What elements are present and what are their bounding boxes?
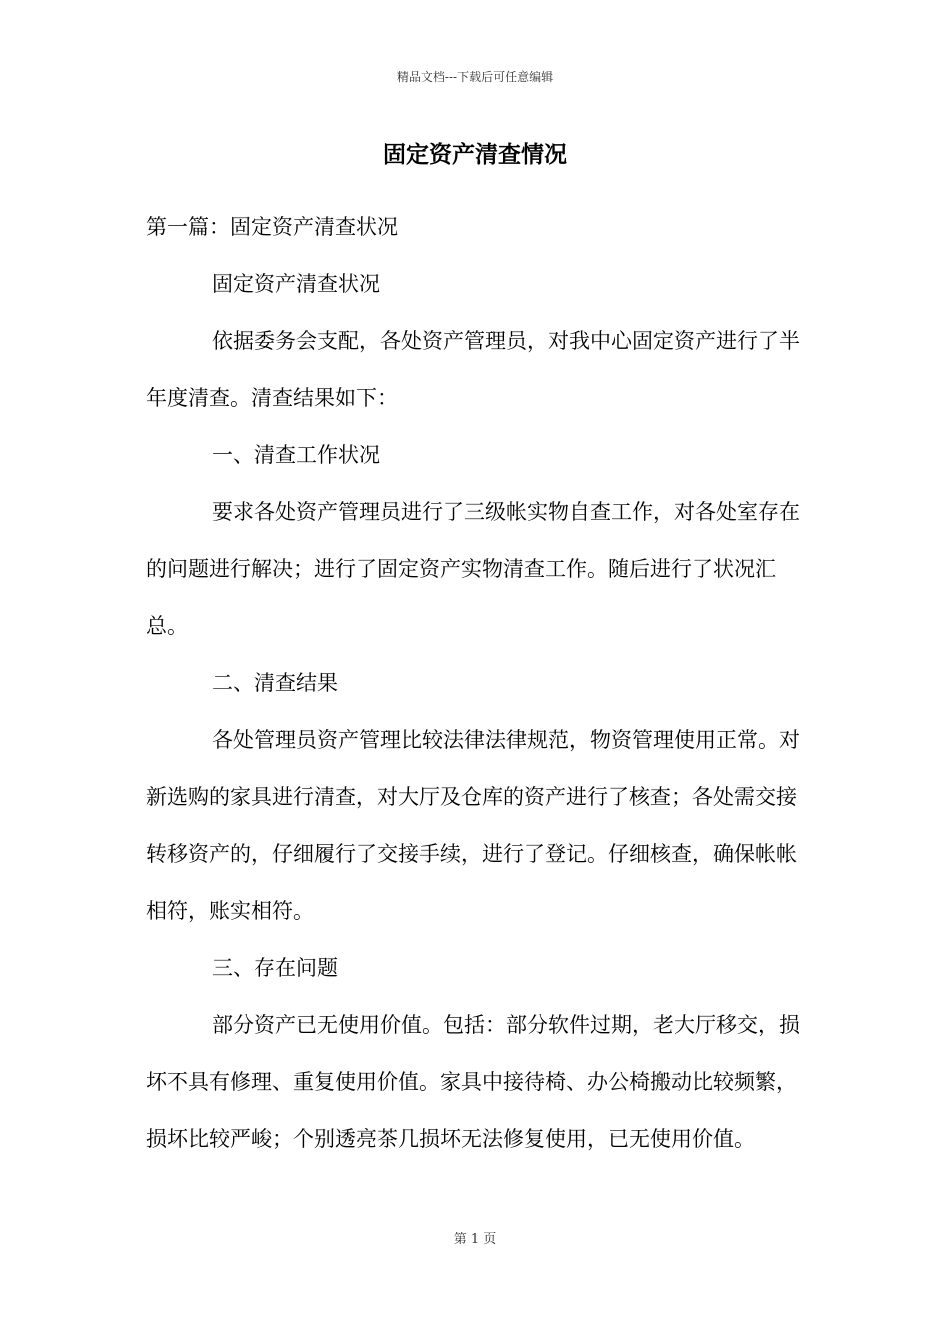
section-heading-part-one: 第一篇：固定资产清查状况 [146,215,398,239]
document-title: 固定资产清查情况 [383,141,567,168]
paragraph-intro: 依据委务会支配，各处资产管理员，对我中心固定资产进行了半年度清查。清查结果如下： [146,329,800,410]
paragraph-results: 各处管理员资产管理比较法律法律规范，物资管理使用正常。对新选购的家具进行清查，对大厅及仓库的资产进行了核查；各处需交接转移资产的，仔细履行了交接手续，进行了登记。仔细核查，确保帐帐相符，账实相符。 [146,728,800,923]
page-number: 第 1 页 [453,1232,497,1247]
heading-results: 二、清查结果 [212,671,338,695]
header-note: 精品文档---下载后可任意编辑 [396,70,554,84]
subtitle: 固定资产清查状况 [212,272,380,296]
paragraph-problems: 部分资产已无使用价值。包括：部分软件过期，老大厅移交，损坏不具有修理、重复使用价值。家具中接待椅、办公椅搬动比较频繁，损坏比较严峻；个别透亮茶几损坏无法修复使用，已无使用价值。 [146,1013,800,1151]
heading-work-status: 一、清查工作状况 [212,443,380,467]
document-body [146,199,812,1168]
paragraph-work-status: 要求各处资产管理员进行了三级帐实物自查工作，对各处室存在的问题进行解决；进行了固定资产实物清查工作。随后进行了状况汇总。 [146,500,800,638]
heading-problems: 三、存在问题 [212,956,338,980]
